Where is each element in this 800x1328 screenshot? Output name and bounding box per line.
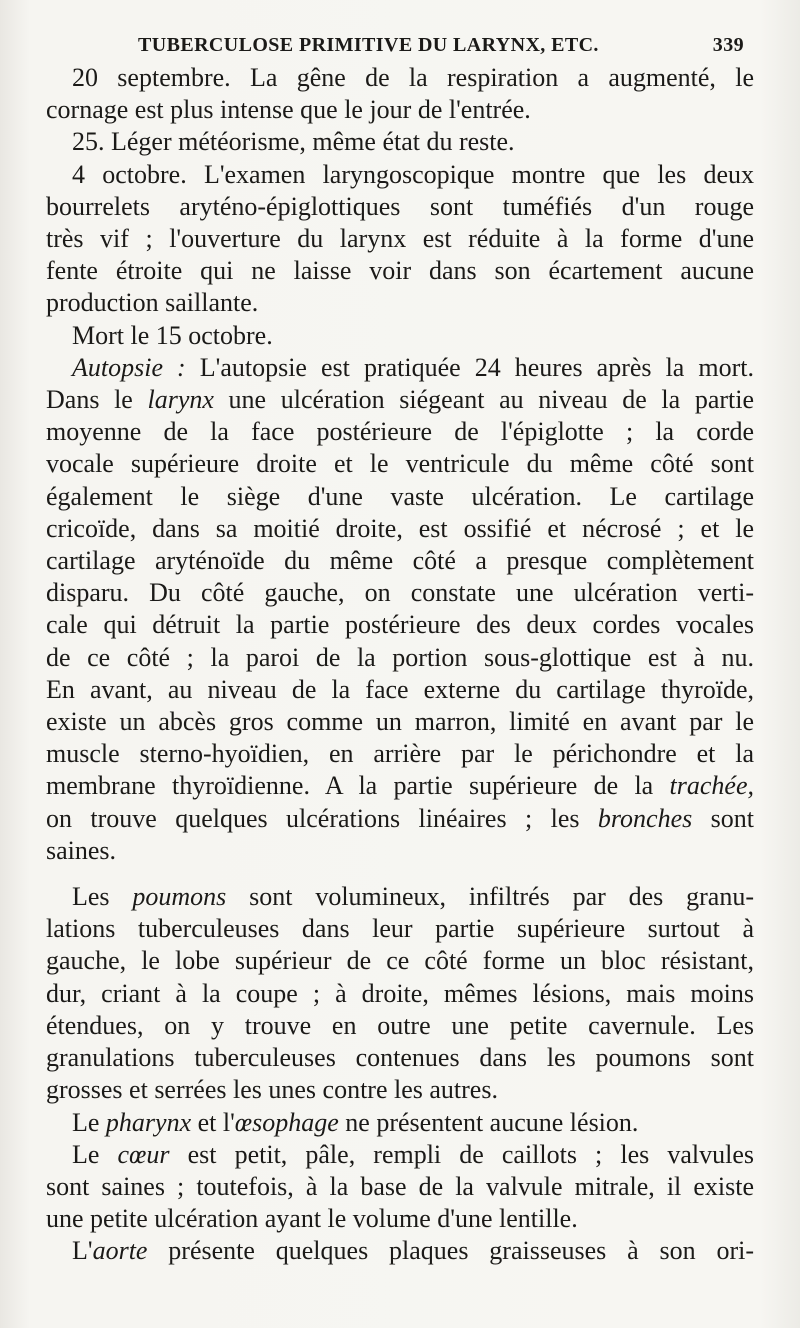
- text-line: 20 septembre. La gêne de la respiration a augmenté, le: [72, 63, 754, 92]
- text-run: L'autopsie est pratiquée 24 heures après la mort.: [185, 352, 754, 382]
- text-line: très vif ; l'ouverture du larynx est réduite à la forme d'une: [46, 224, 754, 254]
- term-bronches: bronches: [597, 803, 693, 833]
- text-line: disparu. Du côté gauche, on constate une ulcération verti-: [46, 578, 754, 608]
- text-line: fente étroite qui ne laisse voir dans son écartement aucune: [46, 256, 754, 286]
- text-line: de ce côté ; la paroi de la portion sous-glottique est à nu.: [46, 642, 754, 672]
- text-run: Dans le: [46, 385, 148, 415]
- text-line: [46, 770, 754, 802]
- term-coeur: cœur: [117, 1139, 170, 1169]
- text-line: cricoïde, dans sa moitié droite, est ossifié et nécrosé ; et le: [46, 513, 754, 543]
- text-line: cartilage aryténoïde du même côté a presque complètement: [46, 546, 754, 576]
- text-line: gauche, le lobe supérieur de ce côté forme un bloc résistant,: [46, 946, 754, 976]
- text-line: moyenne de la face postérieure de l'épiglotte ; la corde: [46, 417, 754, 447]
- text-run: sont: [692, 803, 754, 833]
- text-run: et l': [191, 1107, 235, 1137]
- text-run: une ulcération siégeant au niveau de la partie: [213, 385, 755, 415]
- text-run: Le: [72, 1107, 106, 1137]
- text-line: une petite ulcération ayant le volume d'une lentille.: [46, 1204, 578, 1234]
- text-line: Mort le 15 octobre.: [72, 320, 273, 350]
- text-line: [46, 1235, 754, 1267]
- text-line: granulations tuberculeuses contenues dans les poumons sont: [46, 1043, 754, 1073]
- text-line: [46, 352, 754, 384]
- autopsie-label: Autopsie :: [72, 352, 186, 382]
- text-run: ne présentent aucune lésion.: [338, 1107, 639, 1137]
- text-run: est petit, pâle, rempli de caillots ; les valvules: [169, 1139, 754, 1169]
- text-run: Les: [72, 882, 133, 912]
- term-pharynx: pharynx: [105, 1107, 192, 1137]
- text-run: L': [72, 1236, 93, 1266]
- text-line: En avant, au niveau de la face externe du cartilage thyroïde,: [46, 674, 754, 704]
- text-line: muscle sterno-hyoïdien, en arrière par le périchondre et la: [46, 739, 754, 769]
- text-run: présente quelques plaques graisseuses à son ori-: [147, 1236, 754, 1266]
- running-head: [46, 30, 754, 62]
- term-trachee: trachée,: [669, 771, 754, 801]
- text-line: saines.: [46, 835, 117, 865]
- text-run: Le: [72, 1139, 118, 1169]
- text-line: dur, criant à la coupe ; à droite, mêmes lésions, mais moins: [46, 978, 754, 1008]
- body-text: [46, 62, 754, 1268]
- text-line: sont saines ; toutefois, à la base de la valvule mitrale, il existe: [46, 1171, 754, 1201]
- text-line: 4 octobre. L'examen laryngoscopique montre que les deux: [72, 159, 754, 189]
- term-poumons: poumons: [132, 882, 227, 912]
- text-line: [46, 384, 754, 416]
- text-line: [46, 1139, 754, 1171]
- page-number: 339: [712, 34, 744, 56]
- text-run: on trouve quelques ulcérations linéaires ; les: [46, 803, 598, 833]
- text-line: [46, 1107, 754, 1139]
- text-line: vocale supérieure droite et le ventricule du même côté sont: [46, 449, 754, 479]
- text-line: [46, 803, 754, 835]
- term-aorte: aorte: [92, 1236, 148, 1266]
- text-line: 25. Léger météorisme, même état du reste.: [72, 127, 515, 157]
- text-run: membrane thyroïdienne. A la partie supérieure de la: [46, 771, 670, 801]
- term-oesophage: œsophage: [234, 1107, 339, 1137]
- text-line: production saillante.: [46, 288, 259, 318]
- text-run: sont volumineux, infiltrés par des granu-: [226, 882, 754, 912]
- text-line: bourrelets aryténo-épiglottiques sont tuméfiés d'un rouge: [46, 191, 754, 221]
- term-larynx: larynx: [147, 385, 214, 415]
- text-line: cornage est plus intense que le jour de l'entrée.: [46, 95, 531, 125]
- text-line: lations tuberculeuses dans leur partie supérieure surtout à: [46, 914, 754, 944]
- text-line: étendues, on y trouve en outre une petite cavernule. Les: [46, 1010, 754, 1040]
- text-line: existe un abcès gros comme un marron, limité en avant par le: [46, 707, 754, 737]
- text-line: cale qui détruit la partie postérieure des deux cordes vocales: [46, 610, 754, 640]
- text-line: grosses et serrées les unes contre les autres.: [46, 1075, 498, 1105]
- text-line: également le siège d'une vaste ulcération. Le cartilage: [46, 481, 754, 511]
- running-title: TUBERCULOSE PRIMITIVE DU LARYNX, ETC.: [138, 34, 599, 56]
- text-line: [46, 881, 754, 913]
